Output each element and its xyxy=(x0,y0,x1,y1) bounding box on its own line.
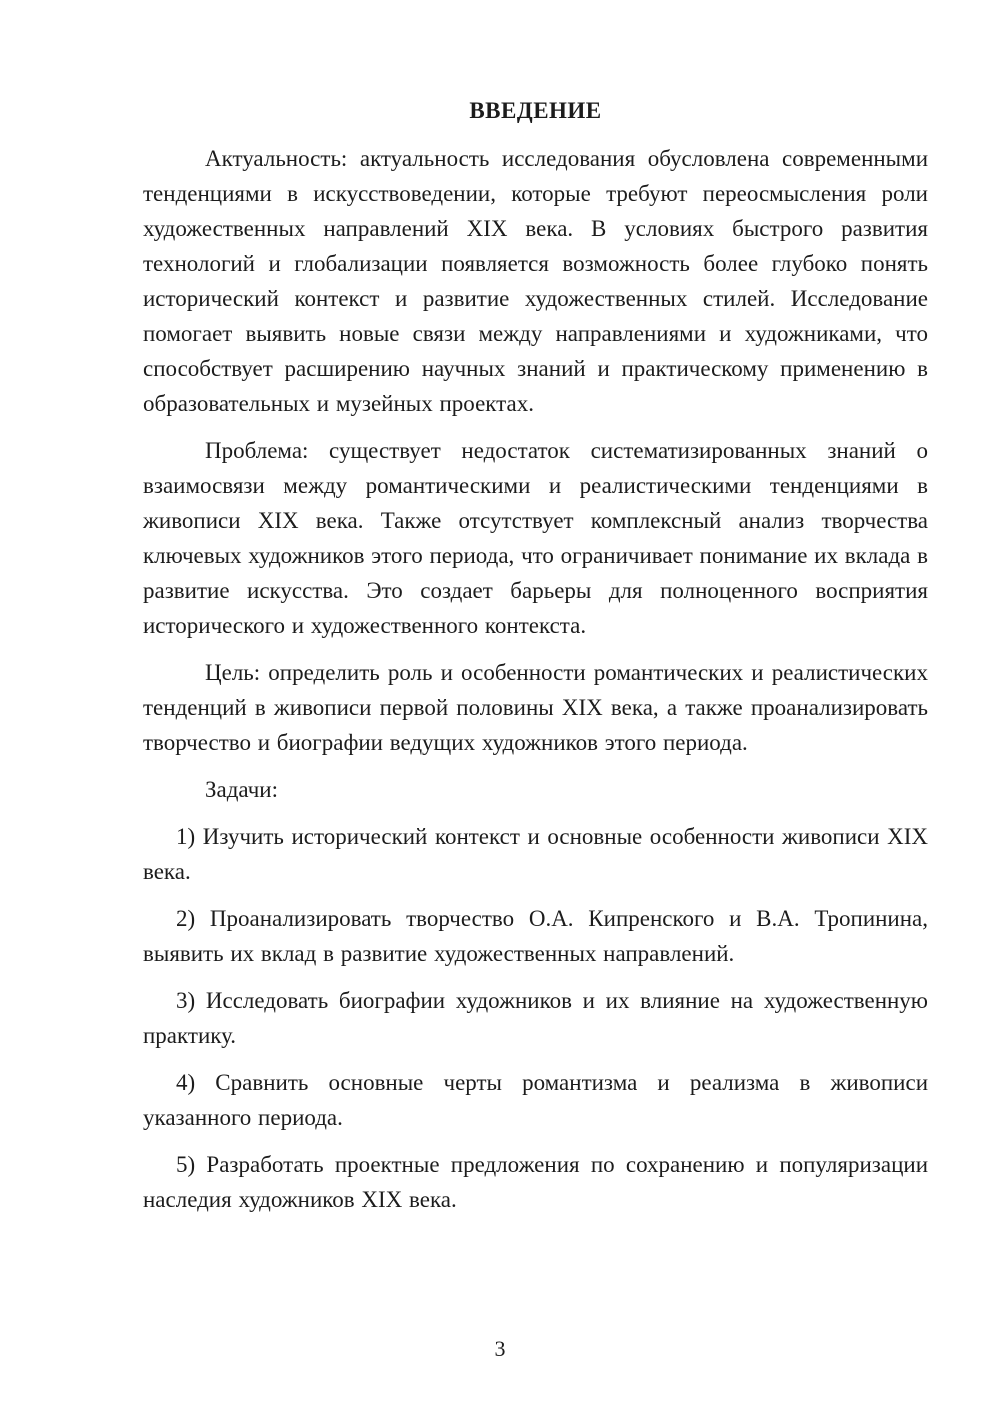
task-number: 3) xyxy=(176,988,196,1013)
task-text: Исследовать биографии художников и их влияние на художественную практику. xyxy=(143,988,928,1048)
task-number: 5) xyxy=(176,1152,196,1177)
task-number: 4) xyxy=(176,1070,196,1095)
task-item-4 xyxy=(143,1065,928,1135)
paragraph-tasks-heading: Задачи: xyxy=(205,777,278,802)
task-text: Сравнить основные черты романтизма и реализма в живописи указанного периода. xyxy=(143,1070,928,1130)
task-number: 1) xyxy=(176,824,196,849)
paragraph-relevance: Актуальность: актуальность исследования обусловлена современными тенденциями в искусствоведении, которые требуют переосмысления роли художественных направлений XIX века. В условиях быстрого развития технологий и глобализации появляется возможность более глубоко понять исторический контекст и развитие художественных стилей. Исследование помогает выявить новые связи между направлениями и художниками, что способствует расширению научных знаний и практическому применению в образовательных и музейных проектах. xyxy=(143,146,928,416)
task-item-3 xyxy=(143,983,928,1053)
paragraph-problem: Проблема: существует недостаток систематизированных знаний о взаимосвязи между романтическими и реалистическими тенденциями в живописи XIX века. Также отсутствует комплексный анализ творчества ключевых художников этого периода, что ограничивает понимание их вклада в развитие искусства. Это создает барьеры для полноценного восприятия исторического и художественного контекста. xyxy=(143,438,928,638)
task-item-1 xyxy=(143,819,928,889)
task-text: Изучить исторический контекст и основные особенности живописи XIX века. xyxy=(143,824,929,884)
page-title: ВВЕДЕНИЕ xyxy=(469,98,602,123)
task-item-5 xyxy=(143,1147,928,1217)
task-text: Проанализировать творчество О.А. Кипренского и В.А. Тропинина, выявить их вклад в развитие художественных направлений. xyxy=(143,906,929,966)
task-item-2 xyxy=(143,901,928,971)
task-number: 2) xyxy=(176,906,196,931)
page-number: 3 xyxy=(494,1336,506,1361)
paragraph-goal: Цель: определить роль и особенности романтических и реалистических тенденций в живописи первой половины XIX века, а также проанализировать творчество и биографии ведущих художников этого периода. xyxy=(143,660,928,755)
task-text: Разработать проектные предложения по сохранению и популяризации наследия художников XIX века. xyxy=(143,1152,929,1212)
